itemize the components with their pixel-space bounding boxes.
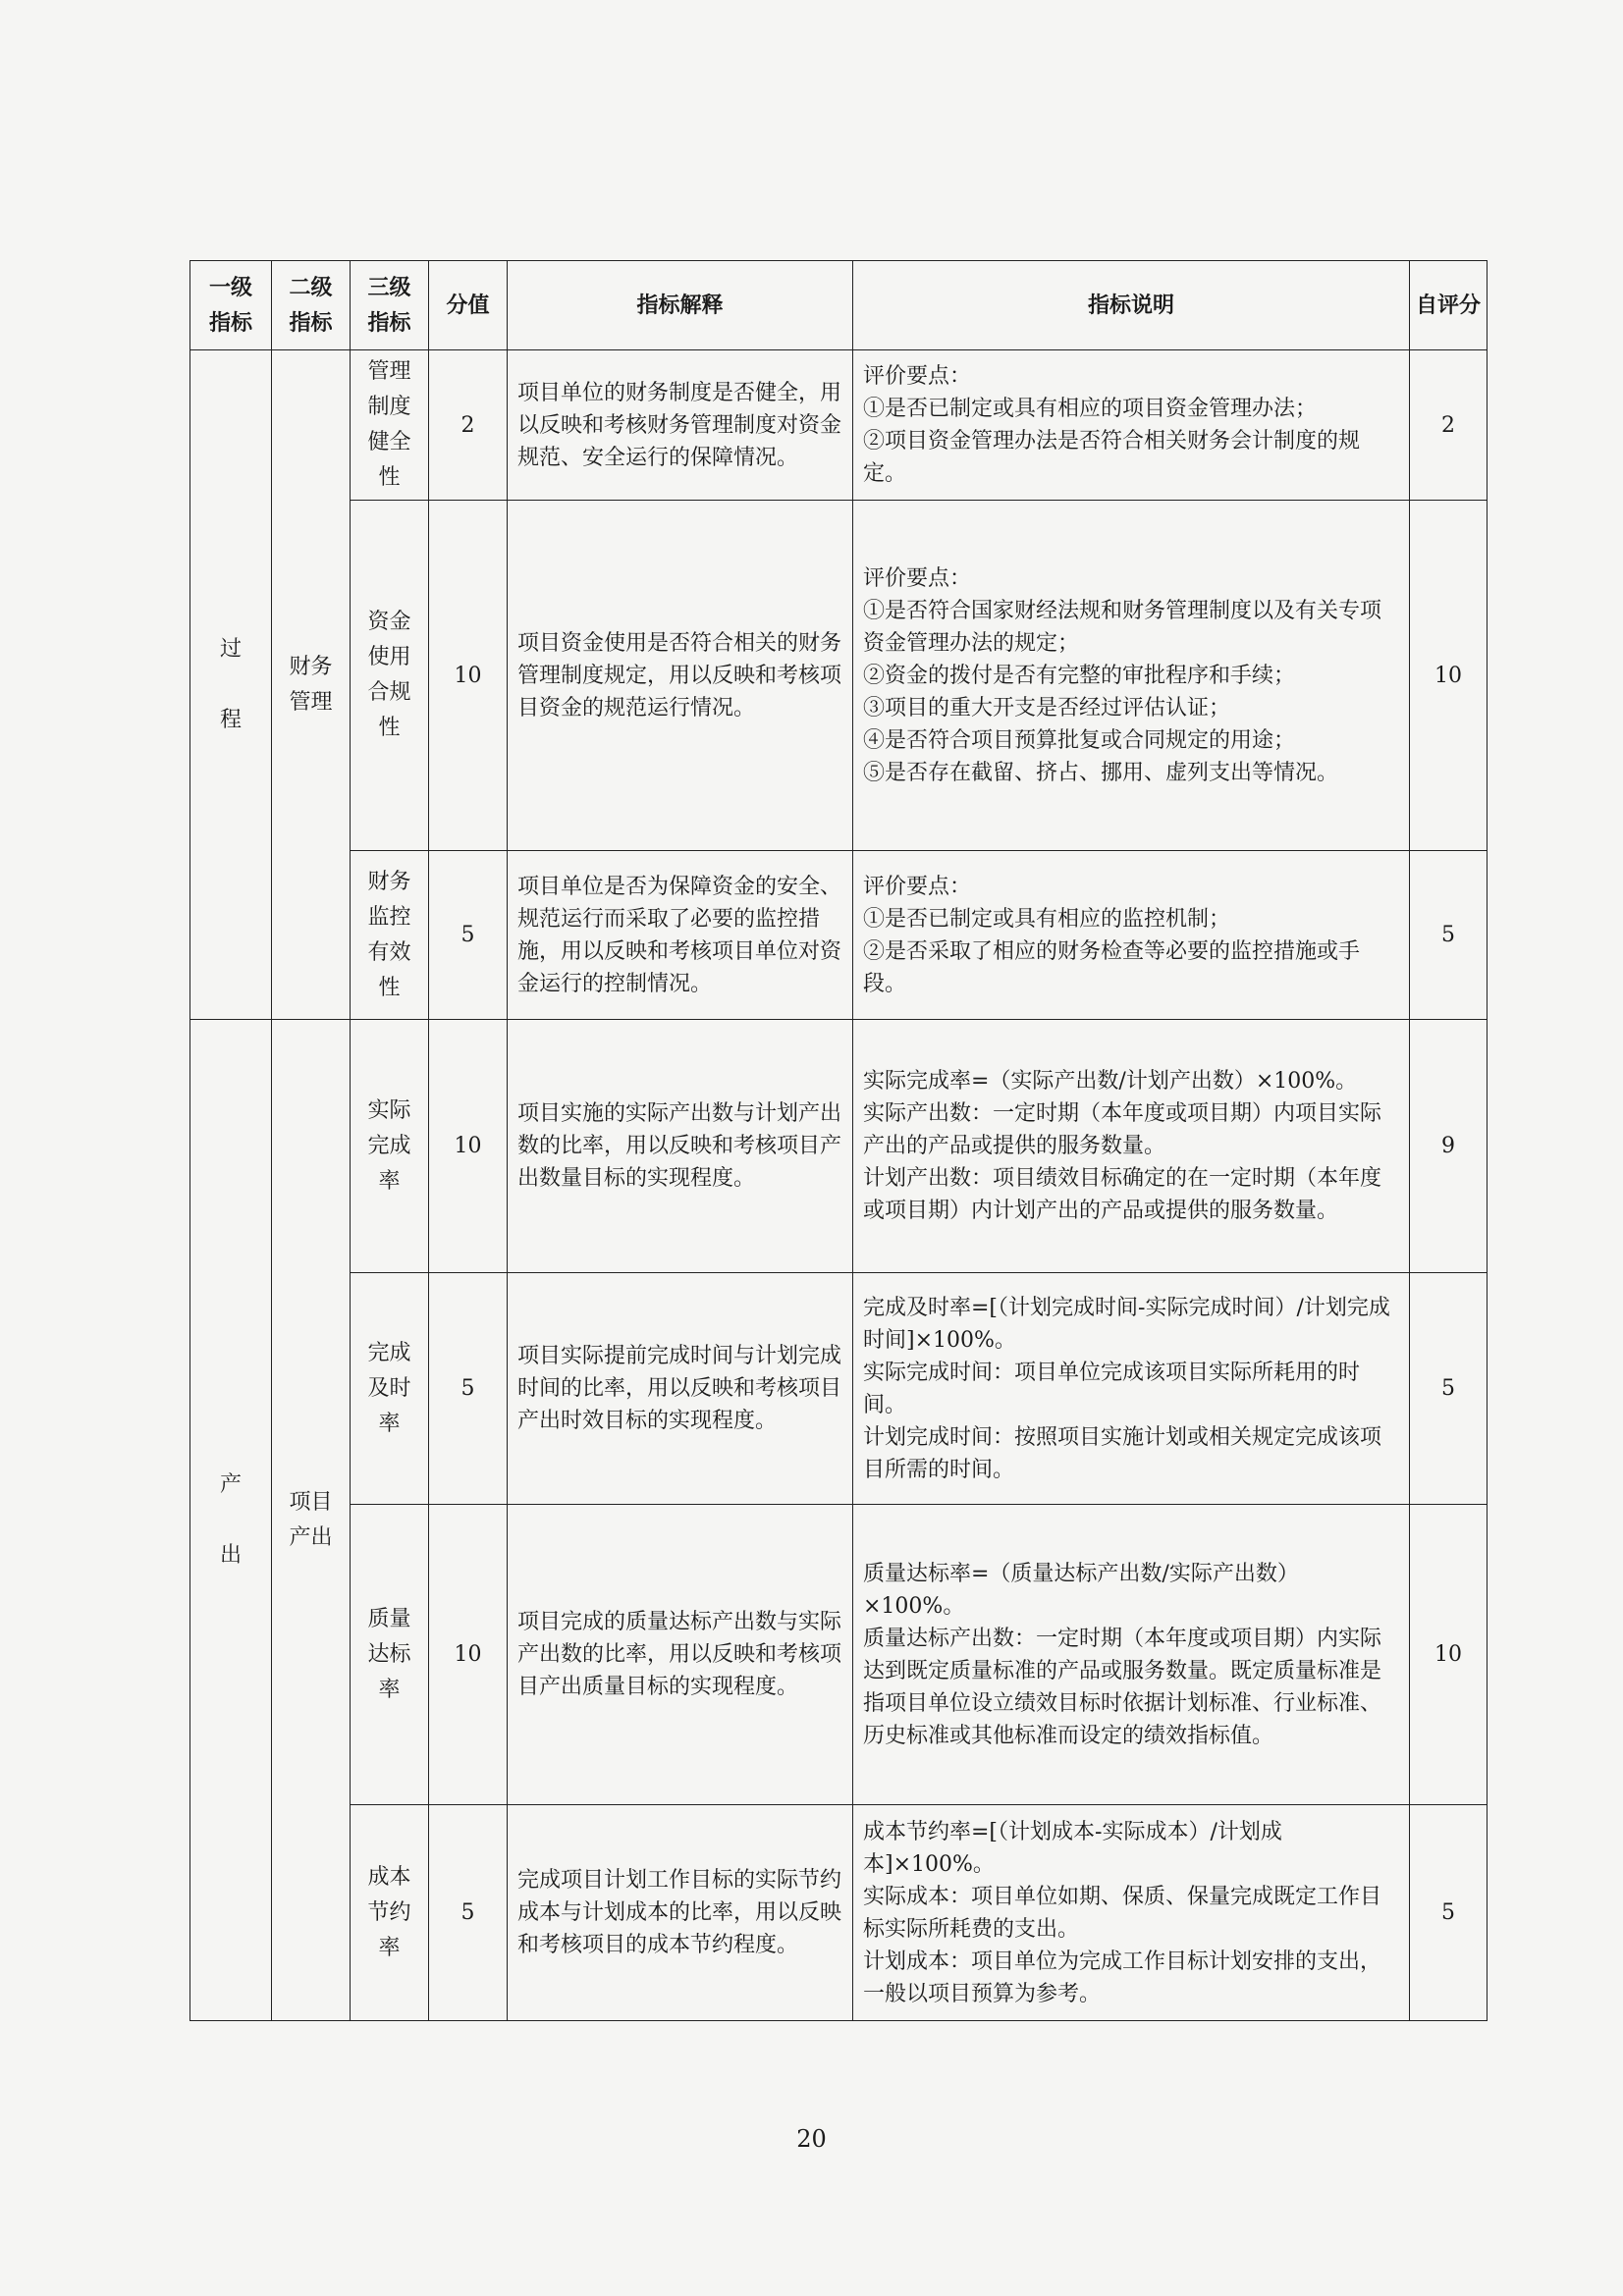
header-self-score: 自评分 (1410, 261, 1488, 350)
level2-cell: 财务 管理 (272, 350, 351, 1020)
self-score-cell: 2 (1410, 350, 1488, 501)
explain-cell: 项目完成的质量达标产出数与实际产出数的比率，用以反映和考核项目产出质量目标的实现程度。 (508, 1505, 853, 1805)
desc-cell: 评价要点： ①是否符合国家财经法规和财务管理制度以及有关专项资金管理办法的规定； ②资金的拨付是否有完整的审批程序和手续； ③项目的重大开支是否经过评估认证； ④是否符合项目预算批复或合同规定的用途； ⑤是否存在截留、挤占、挪用、虚列支出等情况。 (853, 501, 1410, 851)
explain-cell: 完成项目计划工作目标的实际节约成本与计划成本的比率，用以反映和考核项目的成本节约程度。 (508, 1805, 853, 2021)
level1-cell: 过 程 (190, 350, 272, 1020)
table-row (190, 1805, 1488, 2021)
level3-cell: 成本 节约 率 (351, 1805, 429, 2021)
level3-cell: 资金 使用 合规 性 (351, 501, 429, 851)
self-score-cell: 9 (1410, 1020, 1488, 1273)
level3-cell: 管理 制度 健全 性 (351, 350, 429, 501)
table-header-row (190, 261, 1488, 350)
header-level1: 一级 指标 (190, 261, 272, 350)
level3-cell: 完成 及时 率 (351, 1273, 429, 1505)
desc-cell: 成本节约率=[（计划成本-实际成本）/计划成本]×100%。 实际成本：项目单位如期、保质、保量完成既定工作目标实际所耗费的支出。 计划成本：项目单位为完成工作目标计划安排的支出，一般以项目预算为参考。 (853, 1805, 1410, 2021)
explain-cell: 项目单位是否为保障资金的安全、规范运行而采取了必要的监控措施，用以反映和考核项目单位对资金运行的控制情况。 (508, 851, 853, 1020)
desc-cell: 评价要点： ①是否已制定或具有相应的项目资金管理办法； ②项目资金管理办法是否符合相关财务会计制度的规定。 (853, 350, 1410, 501)
desc-cell: 完成及时率=[（计划完成时间-实际完成时间）/计划完成时间]×100%。 实际完成时间：项目单位完成该项目实际所耗用的时间。 计划完成时间：按照项目实施计划或相关规定完成该项目所需的时间。 (853, 1273, 1410, 1505)
explain-cell: 项目实施的实际产出数与计划产出数的比率，用以反映和考核项目产出数量目标的实现程度。 (508, 1020, 853, 1273)
table-row (190, 1020, 1488, 1273)
explain-cell: 项目单位的财务制度是否健全，用以反映和考核财务管理制度对资金规范、安全运行的保障情况。 (508, 350, 853, 501)
self-score-cell: 5 (1410, 851, 1488, 1020)
explain-cell: 项目实际提前完成时间与计划完成时间的比率，用以反映和考核项目产出时效目标的实现程度。 (508, 1273, 853, 1505)
table-row (190, 501, 1488, 851)
desc-cell: 实际完成率=（实际产出数/计划产出数）×100%。 实际产出数：一定时期（本年度或项目期）内项目实际产出的产品或提供的服务数量。 计划产出数：项目绩效目标确定的在一定时期（本年度或项目期）内计划产出的产品或提供的服务数量。 (853, 1020, 1410, 1273)
self-score-cell: 5 (1410, 1273, 1488, 1505)
desc-cell: 质量达标率=（质量达标产出数/实际产出数）×100%。 质量达标产出数：一定时期（本年度或项目期）内实际达到既定质量标准的产品或服务数量。既定质量标准是指项目单位设立绩效目标时依据计划标准、行业标准、历史标准或其他标准而设定的绩效指标值。 (853, 1505, 1410, 1805)
self-score-cell: 10 (1410, 1505, 1488, 1805)
header-score: 分值 (429, 261, 508, 350)
level1-cell: 产 出 (190, 1020, 272, 2021)
page-number: 20 (796, 2125, 827, 2153)
self-score-cell: 5 (1410, 1805, 1488, 2021)
header-explain: 指标解释 (508, 261, 853, 350)
score-cell: 5 (429, 1805, 508, 2021)
table-row (190, 851, 1488, 1020)
score-cell: 5 (429, 851, 508, 1020)
table-row (190, 350, 1488, 501)
score-cell: 5 (429, 1273, 508, 1505)
level3-cell: 质量 达标 率 (351, 1505, 429, 1805)
table-row (190, 1505, 1488, 1805)
level3-cell: 实际 完成 率 (351, 1020, 429, 1273)
level3-cell: 财务 监控 有效 性 (351, 851, 429, 1020)
header-desc: 指标说明 (853, 261, 1410, 350)
score-cell: 2 (429, 350, 508, 501)
score-cell: 10 (429, 1020, 508, 1273)
explain-cell: 项目资金使用是否符合相关的财务管理制度规定，用以反映和考核项目资金的规范运行情况。 (508, 501, 853, 851)
indicator-table (189, 260, 1488, 2021)
table-row (190, 1273, 1488, 1505)
score-cell: 10 (429, 501, 508, 851)
self-score-cell: 10 (1410, 501, 1488, 851)
header-level3: 三级 指标 (351, 261, 429, 350)
score-cell: 10 (429, 1505, 508, 1805)
header-level2: 二级 指标 (272, 261, 351, 350)
desc-cell: 评价要点： ①是否已制定或具有相应的监控机制； ②是否采取了相应的财务检查等必要的监控措施或手段。 (853, 851, 1410, 1020)
level2-cell: 项目 产出 (272, 1020, 351, 2021)
